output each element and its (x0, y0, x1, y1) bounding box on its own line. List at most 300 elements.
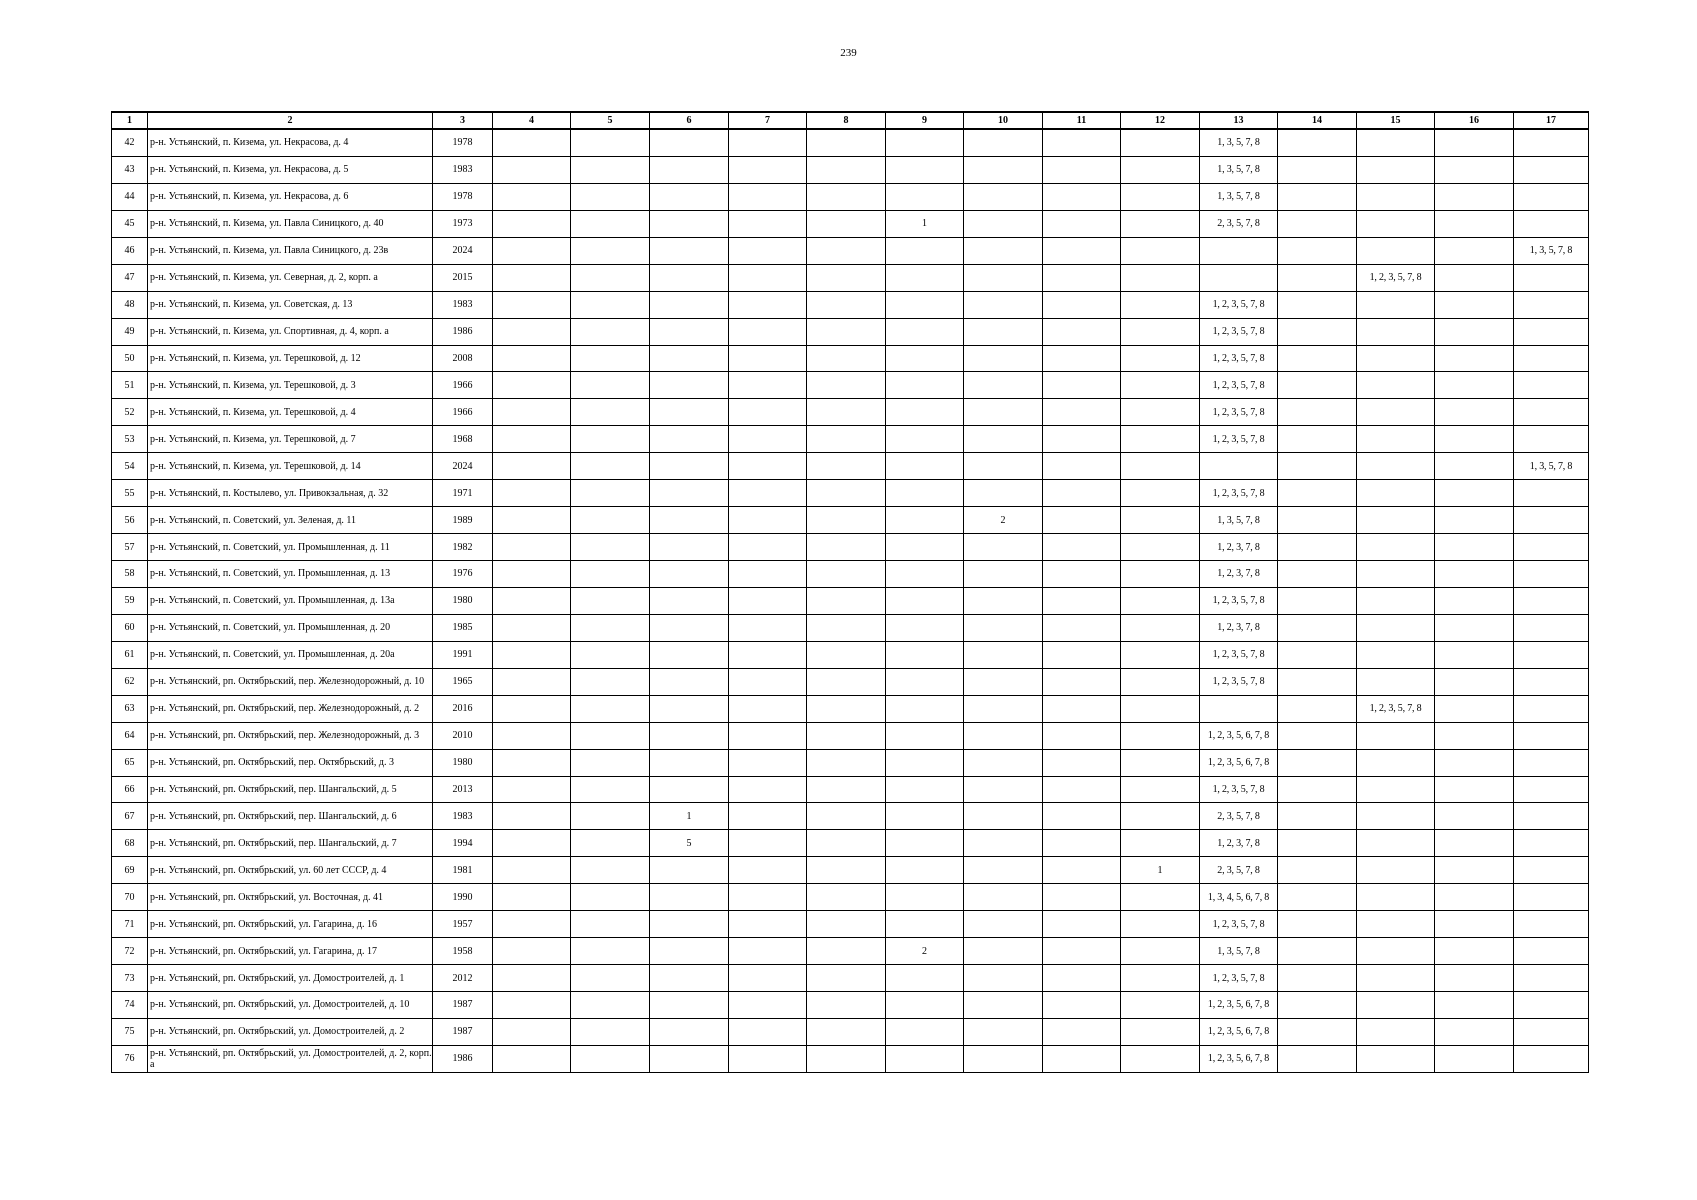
column-11-cell (1043, 156, 1121, 183)
column-10-cell (964, 992, 1043, 1019)
table-row (112, 237, 1589, 264)
column-5-cell (571, 1045, 650, 1072)
column-10-cell (964, 911, 1043, 938)
column-17-cell (1514, 641, 1589, 668)
column-8-cell (807, 129, 886, 156)
column-17-cell (1514, 992, 1589, 1019)
column-13-cell: 1, 2, 3, 5, 7, 8 (1200, 345, 1278, 372)
column-9-cell (886, 129, 964, 156)
table-row (112, 992, 1589, 1019)
address-cell: р-н. Устьянский, п. Костылево, ул. Привокзальная, д. 32 (148, 480, 433, 507)
row-number-cell: 48 (112, 291, 148, 318)
column-5-cell (571, 480, 650, 507)
year-cell: 1991 (433, 641, 493, 668)
column-4-cell (493, 749, 571, 776)
column-12-cell (1121, 129, 1200, 156)
column-16-cell (1435, 399, 1514, 426)
address-cell: р-н. Устьянский, п. Кизема, ул. Терешковой, д. 7 (148, 426, 433, 453)
column-10-cell (964, 291, 1043, 318)
column-5-cell (571, 561, 650, 588)
column-6-cell (650, 129, 729, 156)
column-7-cell (729, 345, 807, 372)
column-17-cell (1514, 534, 1589, 561)
column-10-cell (964, 668, 1043, 695)
column-15-cell: 1, 2, 3, 5, 7, 8 (1357, 264, 1435, 291)
column-header: 14 (1278, 112, 1357, 129)
building-registry-table (111, 111, 1589, 1073)
column-7-cell (729, 1045, 807, 1072)
table-row (112, 156, 1589, 183)
address-cell: р-н. Устьянский, п. Кизема, ул. Некрасова, д. 4 (148, 129, 433, 156)
column-5-cell (571, 345, 650, 372)
column-14-cell (1278, 534, 1357, 561)
column-5-cell (571, 803, 650, 830)
column-5-cell (571, 426, 650, 453)
column-7-cell (729, 803, 807, 830)
column-4-cell (493, 911, 571, 938)
column-13-cell: 2, 3, 5, 7, 8 (1200, 210, 1278, 237)
column-12-cell (1121, 210, 1200, 237)
column-12-cell (1121, 507, 1200, 534)
column-6-cell (650, 857, 729, 884)
column-8-cell (807, 237, 886, 264)
row-number-cell: 46 (112, 237, 148, 264)
column-13-cell: 1, 2, 3, 5, 7, 8 (1200, 372, 1278, 399)
column-10-cell (964, 641, 1043, 668)
column-13-cell: 1, 2, 3, 7, 8 (1200, 830, 1278, 857)
column-16-cell (1435, 453, 1514, 480)
column-14-cell (1278, 453, 1357, 480)
column-4-cell (493, 129, 571, 156)
column-9-cell (886, 587, 964, 614)
column-8-cell (807, 507, 886, 534)
column-8-cell (807, 614, 886, 641)
address-cell: р-н. Устьянский, рп. Октябрьский, пер. Железнодорожный, д. 10 (148, 668, 433, 695)
address-cell: р-н. Устьянский, п. Кизема, ул. Павла Синицкого, д. 40 (148, 210, 433, 237)
column-17-cell (1514, 372, 1589, 399)
column-11-cell (1043, 534, 1121, 561)
column-17-cell (1514, 561, 1589, 588)
column-12-cell (1121, 614, 1200, 641)
column-9-cell (886, 830, 964, 857)
column-8-cell (807, 453, 886, 480)
column-14-cell (1278, 1045, 1357, 1072)
column-8-cell (807, 857, 886, 884)
column-13-cell: 1, 2, 3, 7, 8 (1200, 534, 1278, 561)
column-17-cell (1514, 318, 1589, 345)
column-10-cell (964, 884, 1043, 911)
column-7-cell (729, 210, 807, 237)
column-10-cell (964, 938, 1043, 965)
column-15-cell (1357, 830, 1435, 857)
column-4-cell (493, 183, 571, 210)
column-8-cell (807, 561, 886, 588)
column-11-cell (1043, 803, 1121, 830)
column-8-cell (807, 426, 886, 453)
column-7-cell (729, 129, 807, 156)
column-10-cell (964, 480, 1043, 507)
table-row (112, 534, 1589, 561)
column-4-cell (493, 318, 571, 345)
column-6-cell (650, 668, 729, 695)
column-13-cell: 1, 2, 3, 5, 7, 8 (1200, 480, 1278, 507)
column-8-cell (807, 1045, 886, 1072)
column-11-cell (1043, 1045, 1121, 1072)
column-8-cell (807, 1018, 886, 1045)
column-7-cell (729, 641, 807, 668)
year-cell: 1985 (433, 614, 493, 641)
column-header: 2 (148, 112, 433, 129)
column-11-cell (1043, 1018, 1121, 1045)
column-11-cell (1043, 264, 1121, 291)
row-number-cell: 60 (112, 614, 148, 641)
header-row (112, 112, 1589, 129)
column-9-cell (886, 318, 964, 345)
column-6-cell (650, 426, 729, 453)
column-16-cell (1435, 884, 1514, 911)
row-number-cell: 53 (112, 426, 148, 453)
column-15-cell (1357, 372, 1435, 399)
table-row (112, 507, 1589, 534)
column-15-cell (1357, 587, 1435, 614)
address-cell: р-н. Устьянский, рп. Октябрьский, пер. Шангальский, д. 7 (148, 830, 433, 857)
column-4-cell (493, 291, 571, 318)
column-12-cell (1121, 884, 1200, 911)
column-13-cell: 1, 3, 5, 7, 8 (1200, 507, 1278, 534)
year-cell: 2013 (433, 776, 493, 803)
column-16-cell (1435, 614, 1514, 641)
column-10-cell (964, 965, 1043, 992)
column-11-cell (1043, 587, 1121, 614)
column-6-cell (650, 264, 729, 291)
column-header: 6 (650, 112, 729, 129)
column-14-cell (1278, 587, 1357, 614)
column-10-cell (964, 372, 1043, 399)
column-14-cell (1278, 561, 1357, 588)
column-11-cell (1043, 614, 1121, 641)
column-12-cell (1121, 291, 1200, 318)
column-13-cell: 1, 3, 5, 7, 8 (1200, 156, 1278, 183)
column-5-cell (571, 264, 650, 291)
row-number-cell: 56 (112, 507, 148, 534)
column-6-cell (650, 399, 729, 426)
column-14-cell (1278, 372, 1357, 399)
column-10-cell (964, 426, 1043, 453)
column-15-cell (1357, 641, 1435, 668)
column-7-cell (729, 749, 807, 776)
column-5-cell (571, 749, 650, 776)
column-4-cell (493, 237, 571, 264)
column-9-cell: 2 (886, 938, 964, 965)
column-8-cell (807, 803, 886, 830)
column-header: 8 (807, 112, 886, 129)
column-5-cell (571, 695, 650, 722)
column-15-cell (1357, 884, 1435, 911)
column-15-cell (1357, 453, 1435, 480)
column-16-cell (1435, 372, 1514, 399)
column-15-cell (1357, 129, 1435, 156)
column-11-cell (1043, 399, 1121, 426)
address-cell: р-н. Устьянский, п. Советский, ул. Промышленная, д. 11 (148, 534, 433, 561)
column-9-cell (886, 561, 964, 588)
column-5-cell (571, 776, 650, 803)
column-5-cell (571, 911, 650, 938)
column-10-cell (964, 803, 1043, 830)
column-14-cell (1278, 318, 1357, 345)
address-cell: р-н. Устьянский, рп. Октябрьский, пер. Октябрьский, д. 3 (148, 749, 433, 776)
year-cell: 1990 (433, 884, 493, 911)
row-number-cell: 42 (112, 129, 148, 156)
column-16-cell (1435, 345, 1514, 372)
row-number-cell: 45 (112, 210, 148, 237)
column-14-cell (1278, 345, 1357, 372)
year-cell: 2010 (433, 722, 493, 749)
column-15-cell (1357, 426, 1435, 453)
column-13-cell: 1, 3, 5, 7, 8 (1200, 129, 1278, 156)
column-7-cell (729, 965, 807, 992)
column-6-cell (650, 156, 729, 183)
column-11-cell (1043, 345, 1121, 372)
column-15-cell (1357, 749, 1435, 776)
column-12-cell (1121, 453, 1200, 480)
column-6-cell (650, 453, 729, 480)
column-10-cell (964, 749, 1043, 776)
column-17-cell (1514, 749, 1589, 776)
column-4-cell (493, 156, 571, 183)
column-15-cell (1357, 776, 1435, 803)
column-11-cell (1043, 992, 1121, 1019)
column-4-cell (493, 426, 571, 453)
column-5-cell (571, 453, 650, 480)
column-9-cell (886, 614, 964, 641)
column-6-cell (650, 183, 729, 210)
row-number-cell: 44 (112, 183, 148, 210)
table-row (112, 1018, 1589, 1045)
column-11-cell (1043, 129, 1121, 156)
column-8-cell (807, 830, 886, 857)
column-4-cell (493, 507, 571, 534)
column-16-cell (1435, 668, 1514, 695)
column-5-cell (571, 372, 650, 399)
column-15-cell (1357, 803, 1435, 830)
column-6-cell (650, 561, 729, 588)
column-16-cell (1435, 803, 1514, 830)
table-row (112, 911, 1589, 938)
column-11-cell (1043, 318, 1121, 345)
column-17-cell: 1, 3, 5, 7, 8 (1514, 237, 1589, 264)
column-15-cell (1357, 534, 1435, 561)
column-12-cell (1121, 749, 1200, 776)
column-17-cell (1514, 695, 1589, 722)
column-8-cell (807, 668, 886, 695)
column-14-cell (1278, 911, 1357, 938)
column-11-cell (1043, 210, 1121, 237)
table-row (112, 641, 1589, 668)
column-10-cell (964, 156, 1043, 183)
year-cell: 1980 (433, 587, 493, 614)
column-13-cell: 1, 2, 3, 5, 7, 8 (1200, 911, 1278, 938)
column-14-cell (1278, 776, 1357, 803)
column-9-cell (886, 857, 964, 884)
column-header: 4 (493, 112, 571, 129)
column-14-cell (1278, 857, 1357, 884)
row-number-cell: 57 (112, 534, 148, 561)
column-4-cell (493, 480, 571, 507)
column-5-cell (571, 129, 650, 156)
column-4-cell (493, 561, 571, 588)
column-15-cell (1357, 965, 1435, 992)
column-15-cell (1357, 1018, 1435, 1045)
table-row (112, 1045, 1589, 1072)
column-6-cell (650, 1045, 729, 1072)
column-8-cell (807, 749, 886, 776)
column-12-cell (1121, 534, 1200, 561)
column-8-cell (807, 264, 886, 291)
address-cell: р-н. Устьянский, п. Кизема, ул. Северная, д. 2, корп. а (148, 264, 433, 291)
address-cell: р-н. Устьянский, п. Советский, ул. Промышленная, д. 20 (148, 614, 433, 641)
column-6-cell (650, 965, 729, 992)
year-cell: 1983 (433, 803, 493, 830)
column-11-cell (1043, 938, 1121, 965)
column-5-cell (571, 722, 650, 749)
column-12-cell (1121, 992, 1200, 1019)
column-header: 10 (964, 112, 1043, 129)
column-11-cell (1043, 372, 1121, 399)
table-row (112, 264, 1589, 291)
column-13-cell: 1, 2, 3, 5, 7, 8 (1200, 641, 1278, 668)
column-10-cell (964, 183, 1043, 210)
column-14-cell (1278, 884, 1357, 911)
column-6-cell (650, 291, 729, 318)
column-9-cell (886, 884, 964, 911)
column-12-cell (1121, 695, 1200, 722)
column-12-cell (1121, 965, 1200, 992)
table-row (112, 210, 1589, 237)
column-14-cell (1278, 507, 1357, 534)
address-cell: р-н. Устьянский, п. Кизема, ул. Терешковой, д. 12 (148, 345, 433, 372)
column-5-cell (571, 587, 650, 614)
year-cell: 1966 (433, 372, 493, 399)
column-12-cell (1121, 480, 1200, 507)
column-8-cell (807, 938, 886, 965)
column-15-cell (1357, 183, 1435, 210)
column-9-cell (886, 534, 964, 561)
column-7-cell (729, 587, 807, 614)
column-7-cell (729, 992, 807, 1019)
column-17-cell (1514, 129, 1589, 156)
column-11-cell (1043, 830, 1121, 857)
column-16-cell (1435, 480, 1514, 507)
column-8-cell (807, 884, 886, 911)
column-14-cell (1278, 426, 1357, 453)
year-cell: 1986 (433, 318, 493, 345)
column-13-cell: 2, 3, 5, 7, 8 (1200, 803, 1278, 830)
column-9-cell (886, 911, 964, 938)
column-7-cell (729, 237, 807, 264)
year-cell: 1965 (433, 668, 493, 695)
column-5-cell (571, 1018, 650, 1045)
column-9-cell (886, 453, 964, 480)
column-4-cell (493, 830, 571, 857)
column-4-cell (493, 938, 571, 965)
column-17-cell: 1, 3, 5, 7, 8 (1514, 453, 1589, 480)
column-7-cell (729, 884, 807, 911)
column-16-cell (1435, 776, 1514, 803)
column-header: 15 (1357, 112, 1435, 129)
year-cell: 1983 (433, 291, 493, 318)
column-17-cell (1514, 830, 1589, 857)
column-17-cell (1514, 291, 1589, 318)
column-9-cell (886, 345, 964, 372)
column-8-cell (807, 911, 886, 938)
column-13-cell: 1, 2, 3, 5, 7, 8 (1200, 318, 1278, 345)
column-15-cell (1357, 722, 1435, 749)
column-13-cell (1200, 237, 1278, 264)
column-4-cell (493, 1045, 571, 1072)
address-cell: р-н. Устьянский, п. Кизема, ул. Терешковой, д. 3 (148, 372, 433, 399)
column-12-cell (1121, 1018, 1200, 1045)
column-10-cell (964, 318, 1043, 345)
column-7-cell (729, 480, 807, 507)
column-9-cell (886, 372, 964, 399)
column-10-cell (964, 587, 1043, 614)
column-7-cell (729, 399, 807, 426)
column-6-cell (650, 776, 729, 803)
column-7-cell (729, 372, 807, 399)
column-8-cell (807, 399, 886, 426)
year-cell: 1986 (433, 1045, 493, 1072)
column-header: 7 (729, 112, 807, 129)
row-number-cell: 66 (112, 776, 148, 803)
column-12-cell (1121, 938, 1200, 965)
column-14-cell (1278, 183, 1357, 210)
column-5-cell (571, 965, 650, 992)
table-row (112, 668, 1589, 695)
column-16-cell (1435, 992, 1514, 1019)
column-12-cell (1121, 399, 1200, 426)
column-9-cell (886, 1045, 964, 1072)
column-4-cell (493, 587, 571, 614)
column-5-cell (571, 507, 650, 534)
column-9-cell (886, 480, 964, 507)
column-13-cell (1200, 264, 1278, 291)
row-number-cell: 55 (112, 480, 148, 507)
address-cell: р-н. Устьянский, п. Кизема, ул. Некрасова, д. 6 (148, 183, 433, 210)
column-16-cell (1435, 237, 1514, 264)
column-8-cell (807, 587, 886, 614)
row-number-cell: 75 (112, 1018, 148, 1045)
table-row (112, 695, 1589, 722)
column-header: 17 (1514, 112, 1589, 129)
column-11-cell (1043, 884, 1121, 911)
column-6-cell (650, 695, 729, 722)
column-7-cell (729, 830, 807, 857)
column-5-cell (571, 830, 650, 857)
column-5-cell (571, 237, 650, 264)
column-6-cell (650, 614, 729, 641)
column-15-cell (1357, 857, 1435, 884)
column-12-cell (1121, 237, 1200, 264)
column-7-cell (729, 291, 807, 318)
column-6-cell (650, 884, 729, 911)
column-8-cell (807, 480, 886, 507)
column-16-cell (1435, 264, 1514, 291)
column-9-cell (886, 264, 964, 291)
column-13-cell: 1, 2, 3, 5, 6, 7, 8 (1200, 1018, 1278, 1045)
column-header: 1 (112, 112, 148, 129)
column-16-cell (1435, 1045, 1514, 1072)
address-cell: р-н. Устьянский, п. Кизема, ул. Некрасова, д. 5 (148, 156, 433, 183)
